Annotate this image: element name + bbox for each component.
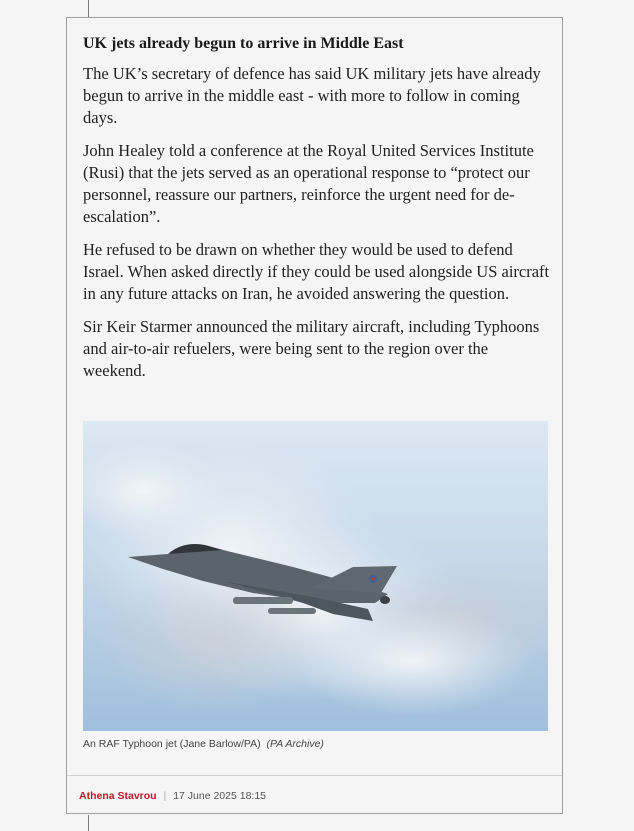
photo-caption xyxy=(83,738,324,750)
post-paragraph: John Healey told a conference at the Royal United Services Institute (Rusi) that the jets served as an operational response to “protect our personnel, reassure our partners, reinforce the urgent need for de-escalation”. xyxy=(83,141,534,226)
post-footer xyxy=(79,790,266,802)
post-paragraph: The UK’s secretary of defence has said UK military jets have already begun to arrive in the middle east - with more to follow in coming days. xyxy=(83,64,541,127)
post-body xyxy=(83,63,553,393)
footer-separator: | xyxy=(163,790,167,802)
footer-divider xyxy=(67,775,562,776)
timeline-line-bottom xyxy=(88,815,89,831)
caption-text: An RAF Typhoon jet (Jane Barlow/PA) xyxy=(83,738,261,750)
typhoon-jet-photo[interactable] xyxy=(83,421,548,731)
post-title: UK jets already begun to arrive in Middle East xyxy=(83,35,404,52)
author-name[interactable]: Athena Stavrou xyxy=(79,790,157,802)
post-paragraph: He refused to be drawn on whether they would be used to defend Israel. When asked directly if they could be used alongside US aircraft in any future attacks on Iran, he avoided answering the question. xyxy=(83,240,550,303)
timeline-line-top xyxy=(88,0,89,18)
caption-credit: (PA Archive) xyxy=(266,738,324,750)
post-paragraph: Sir Keir Starmer announced the military aircraft, including Typhoons and air-to-air refuelers, were being sent to the region over the weekend. xyxy=(83,317,540,380)
live-blog-post xyxy=(66,17,563,814)
post-timestamp: 17 June 2025 18:15 xyxy=(173,790,267,802)
